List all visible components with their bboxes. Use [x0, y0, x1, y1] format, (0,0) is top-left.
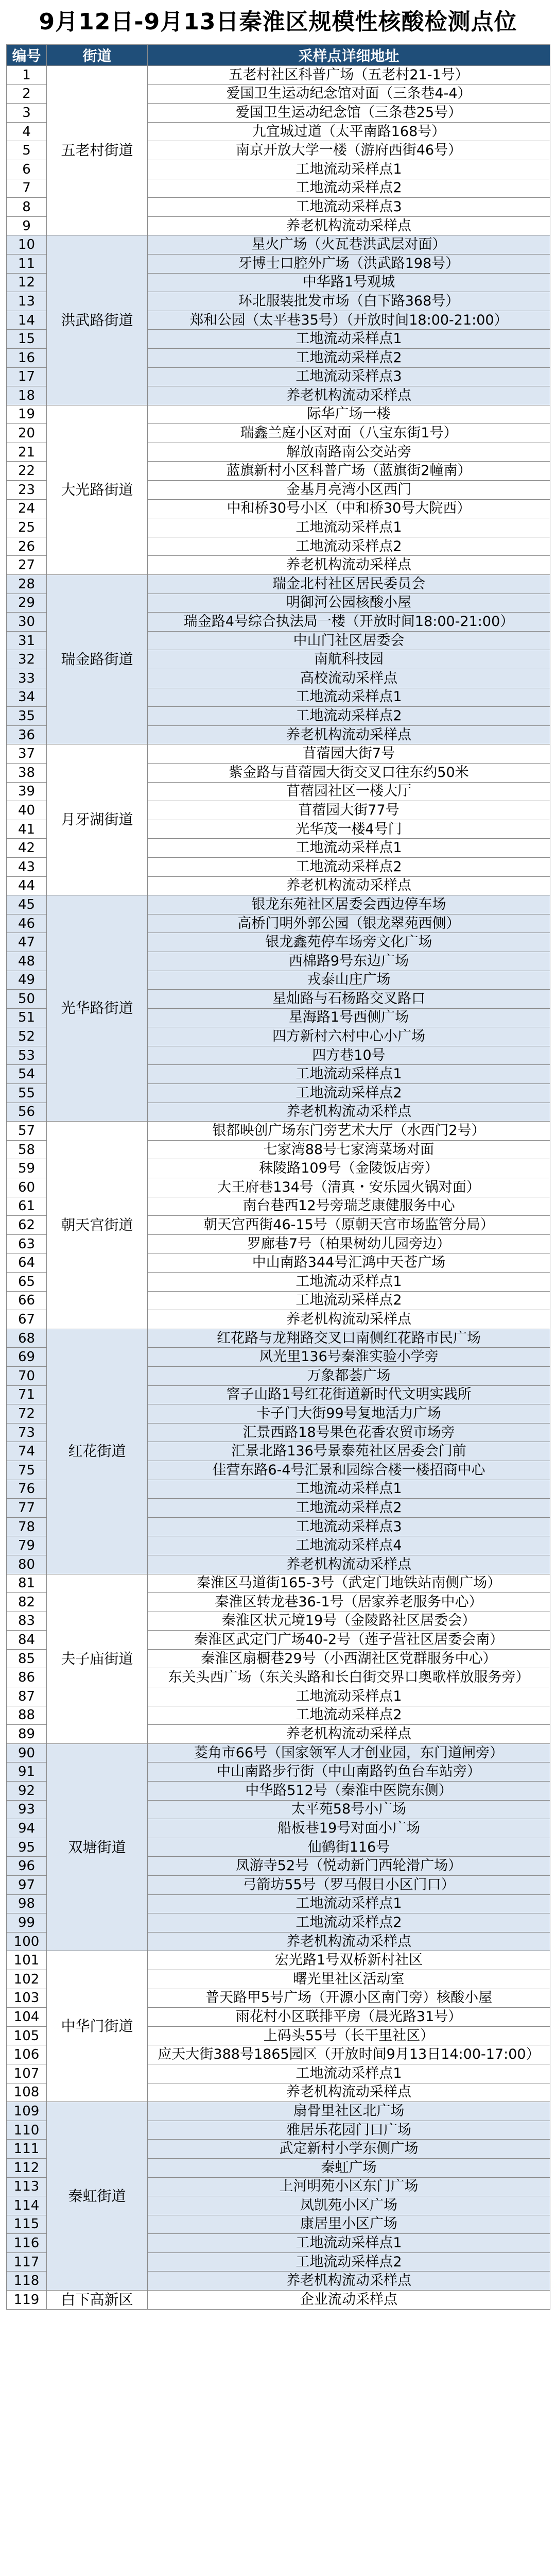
table-row: [7, 2102, 550, 2121]
row-number: 26: [7, 537, 47, 556]
row-number: 92: [7, 1782, 47, 1801]
site-address: 秦淮区马道街165-3号（武定门地铁站南侧广场）: [148, 1574, 550, 1593]
site-address: 五老村社区科普广场（五老村21-1号）: [148, 66, 550, 85]
row-number: 47: [7, 933, 47, 952]
row-number: 74: [7, 1442, 47, 1461]
row-number: 28: [7, 575, 47, 594]
row-number: 13: [7, 292, 47, 311]
row-number: 85: [7, 1649, 47, 1668]
row-number: 12: [7, 273, 47, 292]
site-address: 雅居乐花园门口广场: [148, 2121, 550, 2140]
street-name: 洪武路街道: [47, 235, 148, 405]
site-address: 四方新村六村中心小广场: [148, 1027, 550, 1046]
row-number: 32: [7, 650, 47, 669]
site-address: 工地流动采样点3: [148, 367, 550, 386]
row-number: 79: [7, 1536, 47, 1555]
site-address: 秦淮区扇橱巷29号（小西湖社区党群服务中心）: [148, 1649, 550, 1668]
site-address: 工地流动采样点2: [148, 1084, 550, 1103]
row-number: 73: [7, 1423, 47, 1442]
site-address: 养老机构流动采样点: [148, 386, 550, 405]
site-address: 蓝旗新村小区科普广场（蓝旗街2幢南）: [148, 462, 550, 481]
site-address: 解放南路南公交站旁: [148, 443, 550, 462]
site-address: 大王府巷134号（清真・安乐园火锅对面）: [148, 1178, 550, 1197]
table-row: [7, 405, 550, 424]
sampling-sites-table: [6, 44, 550, 2310]
table-row: [7, 2291, 550, 2310]
site-address: 凤游寺52号（悦动新门西轮滑广场）: [148, 1857, 550, 1876]
row-number: 14: [7, 311, 47, 330]
site-address: 佳营东路6-4号汇景和园综合楼一楼招商中心: [148, 1461, 550, 1480]
table-row: [7, 1743, 550, 1762]
site-address: 应天大街388号1865园区（开放时间9月13日14:00-17:00）: [148, 2045, 550, 2064]
row-number: 39: [7, 782, 47, 801]
site-address: 养老机构流动采样点: [148, 1103, 550, 1122]
row-number: 60: [7, 1178, 47, 1197]
site-address: 东关头西广场（东关头路和长白街交界口奥歌样放服务旁）: [148, 1668, 550, 1687]
site-address: 南航科技园: [148, 650, 550, 669]
row-number: 55: [7, 1084, 47, 1103]
street-name: 红花街道: [47, 1329, 148, 1574]
site-address: 工地流动采样点1: [148, 518, 550, 537]
site-address: 企业流动采样点: [148, 2291, 550, 2310]
site-address: 南京开放大学一楼（游府西街46号）: [148, 141, 550, 160]
site-address: 明御河公园核酸小屋: [148, 594, 550, 613]
row-number: 104: [7, 2008, 47, 2027]
row-number: 10: [7, 235, 47, 255]
row-number: 53: [7, 1046, 47, 1065]
site-address: 爱国卫生运动纪念馆对面（三条巷4-4）: [148, 84, 550, 104]
site-address: 万象都荟广场: [148, 1366, 550, 1385]
row-number: 106: [7, 2045, 47, 2064]
site-address: 养老机构流动采样点: [148, 1932, 550, 1951]
street-group: [7, 744, 550, 895]
site-address: 银都映创广场东门旁艺术大厅（水西门2号）: [148, 1122, 550, 1141]
row-number: 99: [7, 1913, 47, 1933]
site-address: 工地流动采样点2: [148, 1291, 550, 1310]
row-number: 22: [7, 462, 47, 481]
site-address: 仙鹤街116号: [148, 1838, 550, 1857]
site-address: 凤凯苑小区广场: [148, 2196, 550, 2215]
header-number: 编号: [7, 45, 47, 66]
table-row: [7, 1951, 550, 1970]
site-address: 曙光里社区活动室: [148, 1970, 550, 1989]
site-address: 养老机构流动采样点: [148, 1725, 550, 1744]
row-number: 108: [7, 2083, 47, 2102]
row-number: 97: [7, 1876, 47, 1895]
site-address: 朝天宫西街46-15号（原朝天宫市场监管分局）: [148, 1216, 550, 1235]
row-number: 114: [7, 2196, 47, 2215]
site-address: 西棉路9号东边广场: [148, 952, 550, 971]
row-number: 2: [7, 84, 47, 104]
site-address: 康居里小区广场: [148, 2215, 550, 2234]
site-address: 郑和公园（太平巷35号）（开放时间18:00-21:00）: [148, 311, 550, 330]
street-group: [7, 66, 550, 235]
site-address: 宏光路1号双桥新村社区: [148, 1951, 550, 1970]
site-address: 武定新村小学东侧广场: [148, 2140, 550, 2159]
site-address: 光华茂一楼4号门: [148, 820, 550, 839]
row-number: 75: [7, 1461, 47, 1480]
row-number: 25: [7, 518, 47, 537]
site-address: 瑞金路4号综合执法局一楼（开放时间18:00-21:00）: [148, 613, 550, 632]
row-number: 115: [7, 2215, 47, 2234]
row-number: 21: [7, 443, 47, 462]
row-number: 102: [7, 1970, 47, 1989]
row-number: 8: [7, 198, 47, 217]
row-number: 11: [7, 254, 47, 273]
row-number: 34: [7, 688, 47, 707]
site-address: 中山门社区居委会: [148, 631, 550, 650]
street-name: 中华门街道: [47, 1951, 148, 2102]
site-address: 工地流动采样点1: [148, 1273, 550, 1292]
site-address: 工地流动采样点2: [148, 348, 550, 367]
row-number: 51: [7, 1008, 47, 1027]
site-address: 环北服装批发市场（白下路368号）: [148, 292, 550, 311]
row-number: 4: [7, 122, 47, 141]
street-group: [7, 2102, 550, 2291]
row-number: 77: [7, 1499, 47, 1518]
row-number: 80: [7, 1555, 47, 1574]
street-name: 双塘街道: [47, 1743, 148, 1951]
site-address: 工地流动采样点1: [148, 2064, 550, 2083]
site-address: 工地流动采样点1: [148, 688, 550, 707]
street-name: 月牙湖街道: [47, 744, 148, 895]
site-address: 汇景北路136号景泰苑社区居委会门前: [148, 1442, 550, 1461]
row-number: 90: [7, 1743, 47, 1762]
site-address: 南台巷西12号旁瑞芝康健服务中心: [148, 1197, 550, 1216]
site-address: 瑞鑫兰庭小区对面（八宝东街1号）: [148, 424, 550, 443]
site-address: 太平苑58号小广场: [148, 1800, 550, 1819]
site-address: 中华路512号（秦淮中医院东侧）: [148, 1782, 550, 1801]
row-number: 117: [7, 2252, 47, 2272]
street-group: [7, 575, 550, 744]
row-number: 87: [7, 1687, 47, 1706]
table-row: [7, 744, 550, 764]
site-address: 工地流动采样点3: [148, 198, 550, 217]
site-address: 高校流动采样点: [148, 669, 550, 688]
site-address: 工地流动采样点1: [148, 330, 550, 349]
row-number: 42: [7, 839, 47, 858]
site-address: 四方巷10号: [148, 1046, 550, 1065]
site-address: 秦虹广场: [148, 2158, 550, 2177]
site-address: 瑞金北村社区居民委员会: [148, 575, 550, 594]
row-number: 40: [7, 801, 47, 820]
site-address: 际华广场一楼: [148, 405, 550, 424]
row-number: 23: [7, 481, 47, 500]
row-number: 7: [7, 179, 47, 198]
site-address: 秦淮区转龙巷36-1号（居家养老服务中心）: [148, 1593, 550, 1612]
street-group: [7, 1743, 550, 1951]
site-address: 苜蓿园大街7号: [148, 744, 550, 764]
site-address: 菱角市66号（国家领军人才创业园，东门道闸旁）: [148, 1743, 550, 1762]
site-address: 红花路与龙翔路交叉口南侧红花路市民广场: [148, 1329, 550, 1348]
site-address: 汇景西路18号果色花香农贸市场旁: [148, 1423, 550, 1442]
row-number: 38: [7, 763, 47, 782]
site-address: 养老机构流动采样点: [148, 2272, 550, 2291]
row-number: 88: [7, 1706, 47, 1725]
site-address: 星灿路与石杨路交叉路口: [148, 990, 550, 1009]
row-number: 91: [7, 1762, 47, 1782]
header-address: 采样点详细地址: [148, 45, 550, 66]
street-group: [7, 2291, 550, 2310]
row-number: 1: [7, 66, 47, 85]
row-number: 15: [7, 330, 47, 349]
row-number: 67: [7, 1310, 47, 1329]
table-row: [7, 575, 550, 594]
table-row: [7, 895, 550, 914]
row-number: 35: [7, 707, 47, 726]
row-number: 96: [7, 1857, 47, 1876]
site-address: 上码头55号（长干里社区）: [148, 2026, 550, 2045]
header-street: 街道: [47, 45, 148, 66]
site-address: 中和桥30号小区（中和桥30号大院西）: [148, 499, 550, 518]
row-number: 83: [7, 1612, 47, 1631]
row-number: 58: [7, 1140, 47, 1159]
site-address: 工地流动采样点1: [148, 1687, 550, 1706]
row-number: 57: [7, 1122, 47, 1141]
street-name: 夫子庙街道: [47, 1574, 148, 1743]
row-number: 45: [7, 895, 47, 914]
site-address: 中山南路步行街（中山南路钓鱼台车站旁）: [148, 1762, 550, 1782]
row-number: 112: [7, 2158, 47, 2177]
row-number: 109: [7, 2102, 47, 2121]
table-row: [7, 1329, 550, 1348]
site-address: 工地流动采样点2: [148, 179, 550, 198]
site-address: 工地流动采样点1: [148, 1894, 550, 1913]
row-number: 111: [7, 2140, 47, 2159]
site-address: 工地流动采样点2: [148, 537, 550, 556]
row-number: 105: [7, 2026, 47, 2045]
row-number: 50: [7, 990, 47, 1009]
row-number: 3: [7, 104, 47, 123]
row-number: 59: [7, 1159, 47, 1178]
row-number: 81: [7, 1574, 47, 1593]
site-address: 紫金路与苜蓿园大街交叉口往东约50米: [148, 763, 550, 782]
row-number: 118: [7, 2272, 47, 2291]
site-address: 工地流动采样点1: [148, 1480, 550, 1499]
street-group: [7, 235, 550, 405]
row-number: 76: [7, 1480, 47, 1499]
row-number: 36: [7, 725, 47, 744]
row-number: 107: [7, 2064, 47, 2083]
row-number: 33: [7, 669, 47, 688]
street-group: [7, 1122, 550, 1329]
row-number: 27: [7, 556, 47, 575]
site-address: 工地流动采样点2: [148, 1913, 550, 1933]
row-number: 54: [7, 1065, 47, 1084]
site-address: 苜蓿园大街77号: [148, 801, 550, 820]
row-number: 18: [7, 386, 47, 405]
row-number: 103: [7, 1989, 47, 2008]
site-address: 工地流动采样点2: [148, 2252, 550, 2272]
site-address: 养老机构流动采样点: [148, 216, 550, 235]
street-name: 瑞金路街道: [47, 575, 148, 744]
row-number: 29: [7, 594, 47, 613]
table-row: [7, 235, 550, 255]
table-row: [7, 1122, 550, 1141]
row-number: 56: [7, 1103, 47, 1122]
row-number: 69: [7, 1348, 47, 1367]
table-row: [7, 66, 550, 85]
street-name: 朝天宫街道: [47, 1122, 148, 1329]
street-name: 大光路街道: [47, 405, 148, 574]
site-address: 高桥门明外郭公园（银龙翠苑西侧）: [148, 914, 550, 933]
site-address: 牙博士口腔外广场（洪武路198号）: [148, 254, 550, 273]
row-number: 78: [7, 1517, 47, 1536]
row-number: 65: [7, 1273, 47, 1292]
site-address: 金基月亮湾小区西门: [148, 481, 550, 500]
site-address: 九宜城过道（太平南路168号）: [148, 122, 550, 141]
row-number: 37: [7, 744, 47, 764]
row-number: 61: [7, 1197, 47, 1216]
site-address: 星火广场（火瓦巷洪武层对面）: [148, 235, 550, 255]
street-group: [7, 1951, 550, 2102]
row-number: 86: [7, 1668, 47, 1687]
row-number: 64: [7, 1253, 47, 1273]
site-address: 工地流动采样点1: [148, 1065, 550, 1084]
row-number: 30: [7, 613, 47, 632]
street-name: 五老村街道: [47, 66, 148, 235]
row-number: 16: [7, 348, 47, 367]
site-address: 中华路1号观城: [148, 273, 550, 292]
row-number: 62: [7, 1216, 47, 1235]
site-address: 中山南路344号汇鸿中天苍广场: [148, 1253, 550, 1273]
row-number: 93: [7, 1800, 47, 1819]
site-address: 秦淮区武定门广场40-2号（莲子营社区居委会南）: [148, 1631, 550, 1650]
site-address: 星海路1号西侧广场: [148, 1008, 550, 1027]
site-address: 工地流动采样点2: [148, 857, 550, 876]
row-number: 89: [7, 1725, 47, 1744]
site-address: 爱国卫生运动纪念馆（三条巷25号）: [148, 104, 550, 123]
site-address: 工地流动采样点2: [148, 707, 550, 726]
site-address: 风光里136号秦淮实验小学旁: [148, 1348, 550, 1367]
site-address: 工地流动采样点2: [148, 1706, 550, 1725]
row-number: 110: [7, 2121, 47, 2140]
row-number: 49: [7, 971, 47, 990]
site-address: 戎泰山庄广场: [148, 971, 550, 990]
row-number: 9: [7, 216, 47, 235]
row-number: 116: [7, 2234, 47, 2253]
street-name: 秦虹街道: [47, 2102, 148, 2291]
row-number: 20: [7, 424, 47, 443]
site-address: 工地流动采样点4: [148, 1536, 550, 1555]
row-number: 72: [7, 1404, 47, 1423]
street-group: [7, 405, 550, 574]
site-address: 养老机构流动采样点: [148, 1555, 550, 1574]
street-group: [7, 1574, 550, 1743]
site-address: 养老机构流动采样点: [148, 556, 550, 575]
row-number: 98: [7, 1894, 47, 1913]
row-number: 19: [7, 405, 47, 424]
row-number: 31: [7, 631, 47, 650]
row-number: 43: [7, 857, 47, 876]
site-address: 养老机构流动采样点: [148, 725, 550, 744]
row-number: 100: [7, 1932, 47, 1951]
site-address: 弓箭坊55号（罗马假日小区门口）: [148, 1876, 550, 1895]
row-number: 6: [7, 160, 47, 179]
row-number: 68: [7, 1329, 47, 1348]
site-address: 卡子门大街99号复地活力广场: [148, 1404, 550, 1423]
site-address: 工地流动采样点3: [148, 1517, 550, 1536]
row-number: 17: [7, 367, 47, 386]
site-address: 七家湾88号七家湾菜场对面: [148, 1140, 550, 1159]
row-number: 119: [7, 2291, 47, 2310]
site-address: 扇骨里社区北广场: [148, 2102, 550, 2121]
row-number: 95: [7, 1838, 47, 1857]
row-number: 113: [7, 2177, 47, 2196]
row-number: 84: [7, 1631, 47, 1650]
row-number: 82: [7, 1593, 47, 1612]
row-number: 63: [7, 1234, 47, 1253]
table-row: [7, 1574, 550, 1593]
site-address: 普天路甲5号广场（开源小区南门旁）核酸小屋: [148, 1989, 550, 2008]
row-number: 94: [7, 1819, 47, 1838]
site-address: 工地流动采样点1: [148, 160, 550, 179]
site-address: 罗廊巷7号（柏果树幼儿园旁边）: [148, 1234, 550, 1253]
row-number: 71: [7, 1385, 47, 1404]
row-number: 41: [7, 820, 47, 839]
street-group: [7, 895, 550, 1122]
site-address: 养老机构流动采样点: [148, 876, 550, 895]
row-number: 48: [7, 952, 47, 971]
table-header: [7, 45, 550, 66]
site-address: 工地流动采样点2: [148, 1499, 550, 1518]
row-number: 52: [7, 1027, 47, 1046]
site-address: 秣陵路109号（金陵饭店旁）: [148, 1159, 550, 1178]
row-number: 46: [7, 914, 47, 933]
site-address: 秦淮区状元境19号（金陵路社区居委会）: [148, 1612, 550, 1631]
site-address: 工地流动采样点1: [148, 2234, 550, 2253]
row-number: 44: [7, 876, 47, 895]
site-address: 银龙鑫苑停车场旁文化广场: [148, 933, 550, 952]
site-address: 船板巷19号对面小广场: [148, 1819, 550, 1838]
row-number: 101: [7, 1951, 47, 1970]
site-address: 苜蓿园社区一楼大厅: [148, 782, 550, 801]
street-name: 光华路街道: [47, 895, 148, 1122]
page-title: 9月12日-9月13日秦淮区规模性核酸检测点位: [39, 9, 517, 35]
row-number: 70: [7, 1366, 47, 1385]
street-group: [7, 1329, 550, 1574]
site-address: 银龙东苑社区居委会西边停车场: [148, 895, 550, 914]
row-number: 5: [7, 141, 47, 160]
row-number: 66: [7, 1291, 47, 1310]
site-address: 养老机构流动采样点: [148, 1310, 550, 1329]
site-address: 窨子山路1号红花街道新时代文明实践所: [148, 1385, 550, 1404]
site-address: 养老机构流动采样点: [148, 2083, 550, 2102]
row-number: 24: [7, 499, 47, 518]
site-address: 雨花村小区联排平房（晨光路31号）: [148, 2008, 550, 2027]
street-name: 白下高新区: [47, 2291, 148, 2310]
site-address: 上河明苑小区东门广场: [148, 2177, 550, 2196]
site-address: 工地流动采样点1: [148, 839, 550, 858]
